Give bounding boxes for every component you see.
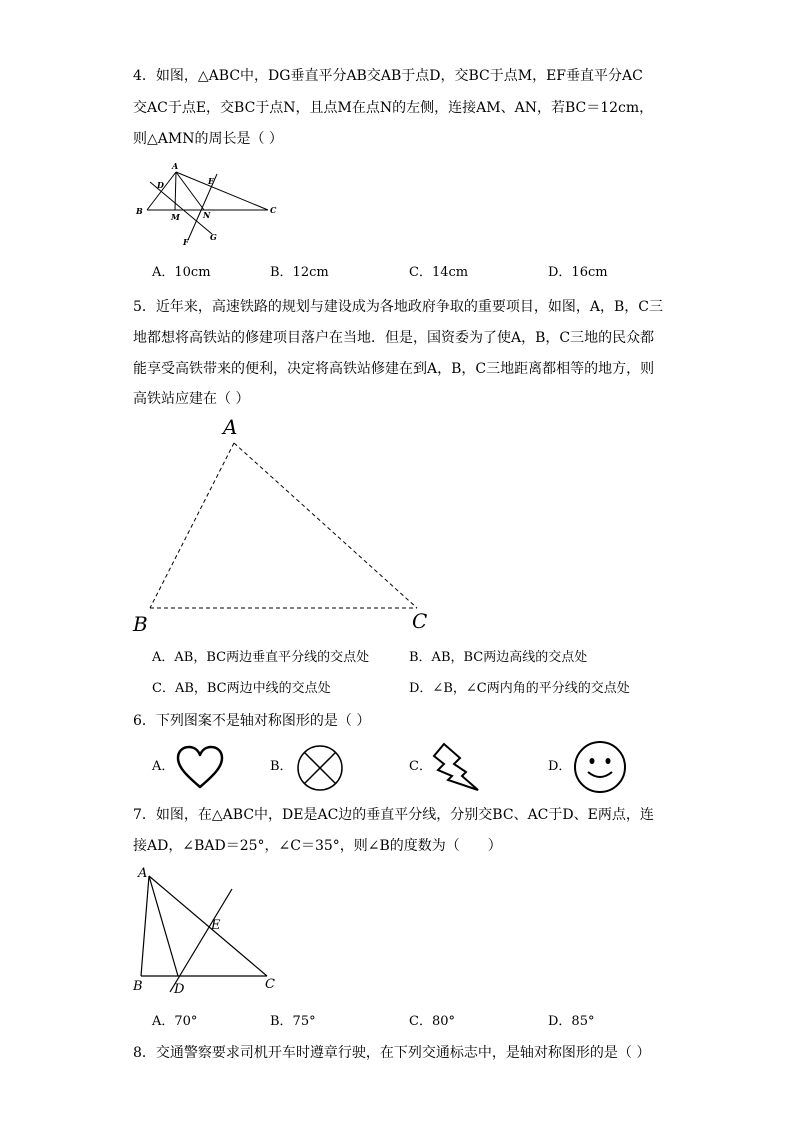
q4-label-e: E xyxy=(208,176,215,186)
q7-line-1: 7．如图，在△ABC中，DE是AC边的垂直平分线，分别交BC、AC于D、E两点，连 xyxy=(133,807,654,823)
q4-figure xyxy=(130,160,290,250)
q7-label-b: B xyxy=(133,979,143,994)
q8-line: 8．交通警察要求司机开车时遵章行驶，在下列交通标志中，是轴对称图形的是（ ） xyxy=(133,1045,651,1061)
smiley-face-icon xyxy=(573,740,627,794)
q5-label-b: B xyxy=(133,612,148,636)
q5-label-c: C xyxy=(412,609,428,633)
q4-option-a: A．10cm xyxy=(152,265,211,280)
q5-option-c: C．AB，BC两边中线的交点处 xyxy=(152,681,331,696)
q4-option-c: C．14cm xyxy=(409,265,469,280)
q4-label-f: F xyxy=(183,237,189,247)
q6-line: 6．下列图案不是轴对称图形的是（ ） xyxy=(133,713,371,729)
crossed-circle-icon xyxy=(296,744,344,792)
q5-option-b: B．AB，BC两边高线的交点处 xyxy=(409,650,588,665)
q5-segment-ac xyxy=(234,443,417,608)
q6-option-b-letter: B． xyxy=(270,759,293,774)
lightning-bolt-icon xyxy=(432,742,484,792)
q7-line-2: 接AD，∠BAD＝25°，∠C＝35°，则∠B的度数为（ ） xyxy=(133,838,502,854)
q5-line-2: 地都想将高铁站的修建项目落户在当地．但是，国资委为了使A，B，C三地的民众都 xyxy=(133,330,655,346)
q4-label-a: A xyxy=(172,161,179,171)
q4-label-g: G xyxy=(210,232,217,242)
q4-label-n: N xyxy=(203,210,211,220)
q4-label-b: B xyxy=(136,206,143,216)
q7-label-c: C xyxy=(265,977,275,992)
q5-line-4: 高铁站应建在（ ） xyxy=(133,391,250,407)
q7-segment-ac xyxy=(149,876,267,976)
q4-option-b: B．12cm xyxy=(270,265,329,280)
q5-line-1: 5．近年来，高速铁路的规划与建设成为各地政府争取的重要项目，如图，A，B，C三 xyxy=(133,299,664,315)
q5-label-a: A xyxy=(223,415,238,439)
q7-label-d: D xyxy=(174,982,185,997)
q5-figure xyxy=(130,412,440,637)
q4-line-1: 4．如图，△ABC中，DG垂直平分AB交AB于点D，交BC于点M，EF垂直平分AC xyxy=(133,68,643,84)
q5-option-a: A．AB，BC两边垂直平分线的交点处 xyxy=(152,650,370,665)
q4-label-m: M xyxy=(171,212,180,222)
q7-figure xyxy=(130,862,290,1002)
q4-label-d: D xyxy=(157,180,164,190)
q7-option-c: C．80° xyxy=(409,1014,455,1029)
q5-segment-ab xyxy=(150,443,234,608)
q7-option-b: B．75° xyxy=(270,1014,316,1029)
q4-label-c: C xyxy=(270,205,277,215)
q7-option-a: A．70° xyxy=(152,1014,198,1029)
q4-line-2: 交AC于点E，交BC于点N，且点M在点N的左侧，连接AM、AN，若BC＝12cm， xyxy=(133,100,654,116)
q6-option-c-letter: C． xyxy=(409,759,432,774)
q7-label-a: A xyxy=(138,866,148,881)
heart-icon xyxy=(176,745,224,789)
q5-line-3: 能享受高铁带来的便利，决定将高铁站修建在到A，B，C三地距离都相等的地方，则 xyxy=(133,361,655,377)
q7-option-d: D．85° xyxy=(548,1014,595,1029)
q7-segment-ab xyxy=(141,876,149,976)
q6-option-a-letter: A． xyxy=(152,759,175,774)
q7-label-e: E xyxy=(211,918,221,933)
q6-option-d-letter: D． xyxy=(548,759,572,774)
q5-option-d: D．∠B，∠C两内角的平分线的交点处 xyxy=(409,681,630,696)
q7-segment-ad xyxy=(149,876,178,976)
q4-option-d: D．16cm xyxy=(548,265,608,280)
q4-line-3: 则△AMN的周长是（ ） xyxy=(133,131,283,147)
